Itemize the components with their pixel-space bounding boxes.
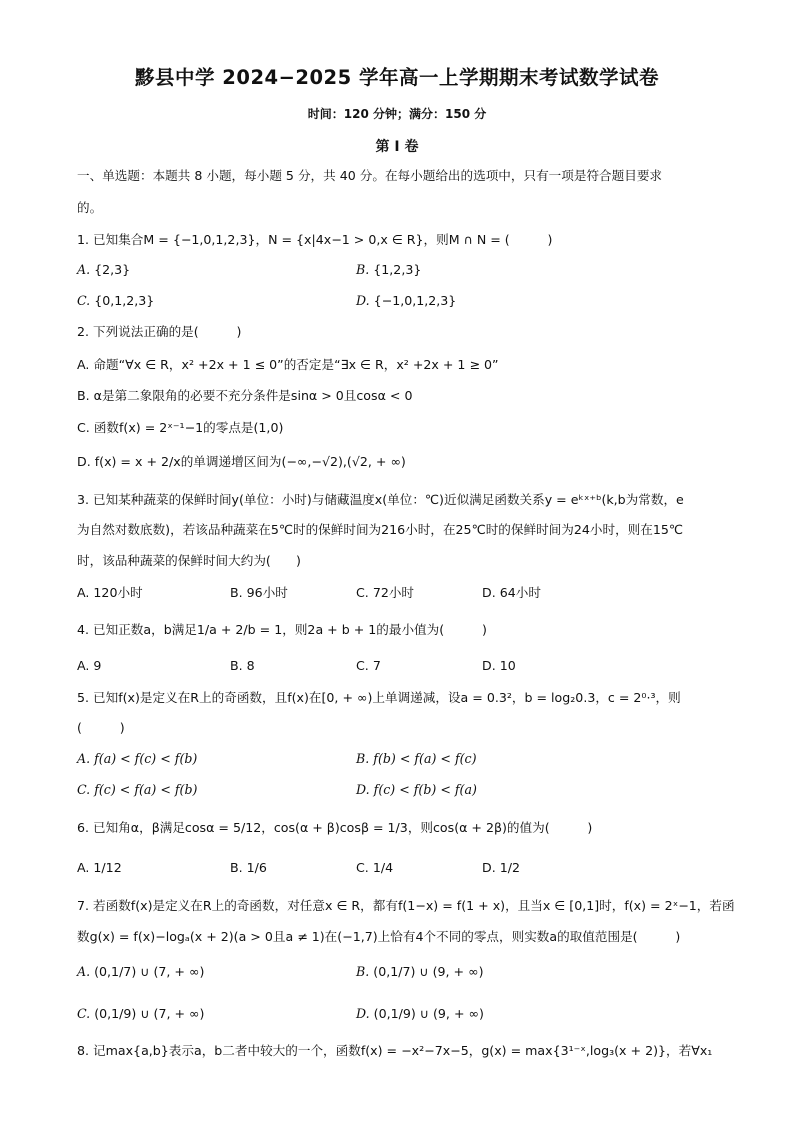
question-7-option-a	[77, 962, 204, 982]
question-7-stem-line-2: 数g(x) = f(x)−logₐ(x + 2)(a > 0且a ≠ 1)在(−1,7)上恰有4个不同的零点，则实数a的取值范围是( )	[77, 929, 681, 944]
question-4-option-d	[482, 656, 516, 676]
question-1-option-c	[77, 291, 154, 311]
option-label: C.	[77, 782, 91, 797]
question-5-stem-line-1: 5. 已知f(x)是定义在R上的奇函数，且f(x)在[0, + ∞)上单调递减，设a = 0.3²，b = log₂0.3，c = 2⁰·³，则	[77, 690, 681, 705]
option-text: 96小时	[246, 585, 288, 600]
option-text: 9	[93, 658, 102, 673]
option-label: B.	[230, 585, 243, 600]
option-text: (0,1/7) ∪ (9, + ∞)	[373, 964, 484, 979]
option-text: {1,2,3}	[373, 262, 422, 277]
option-text: 命题“∀x ∈ R，x² +2x + 1 ≤ 0”的否定是“∃x ∈ R，x² +2x + 1 ≥ 0”	[93, 357, 499, 372]
option-text: 1/4	[372, 860, 394, 875]
question-4-option-a	[77, 656, 101, 676]
option-label: B.	[356, 262, 370, 277]
question-5-stem-line-2: ( )	[77, 720, 125, 735]
option-label: D.	[356, 1006, 370, 1021]
question-3-option-b	[230, 583, 288, 603]
option-label: A.	[77, 860, 90, 875]
option-text: {−1,0,1,2,3}	[373, 293, 457, 308]
option-text: 1/2	[499, 860, 520, 875]
option-label: D.	[356, 782, 370, 797]
option-text: {2,3}	[94, 262, 131, 277]
question-2-stem: 2. 下列说法正确的是( )	[77, 324, 242, 339]
page-title: 黟县中学 2024−2025 学年高一上学期期末考试数学试卷	[135, 66, 659, 89]
option-text: f(a) < f(c) < f(b)	[94, 751, 198, 766]
option-label: C.	[77, 1006, 91, 1021]
question-4-stem: 4. 已知正数a，b满足1/a + 2/b = 1，则2a + b + 1的最小值为( )	[77, 622, 487, 637]
option-label: C.	[356, 860, 369, 875]
option-text: f(b) < f(a) < f(c)	[373, 751, 477, 766]
option-label: D.	[482, 585, 496, 600]
option-text: 64小时	[499, 585, 541, 600]
option-label: D.	[356, 293, 370, 308]
option-text: 8	[246, 658, 255, 673]
option-text: 1/12	[93, 860, 122, 875]
option-label: D.	[482, 658, 496, 673]
question-5-option-d	[356, 780, 477, 800]
question-8-stem: 8. 记max{a,b}表示a，b二者中较大的一个，函数f(x) = −x²−7x−5，g(x) = max{3¹⁻ˣ,log₃(x + 2)}，若∀x₁	[77, 1043, 713, 1058]
option-label: A.	[77, 585, 90, 600]
option-label: C.	[356, 658, 369, 673]
option-text: f(c) < f(a) < f(b)	[94, 782, 198, 797]
question-6-option-a	[77, 858, 122, 878]
option-label: C.	[356, 585, 369, 600]
section-heading: 第 I 卷	[375, 139, 419, 155]
question-1-option-d	[356, 291, 456, 311]
question-5-option-a	[77, 749, 197, 769]
question-2-option-b	[77, 386, 412, 406]
question-3-stem-line-3: 时，该品种蔬菜的保鲜时间大约为( )	[77, 553, 301, 568]
question-6-option-b	[230, 858, 267, 878]
question-7-stem-line-1: 7. 若函数f(x)是定义在R上的奇函数，对任意x ∈ R，都有f(1−x) = f(1 + x)，且当x ∈ [0,1]时，f(x) = 2ˣ−1，若函	[77, 898, 735, 913]
exam-time-info: 时间：120 分钟；满分：150 分	[307, 107, 487, 121]
option-text: 72小时	[372, 585, 415, 600]
option-text: 1/6	[246, 860, 267, 875]
option-text: (0,1/7) ∪ (7, + ∞)	[94, 964, 205, 979]
question-2-option-a	[77, 355, 499, 375]
question-2-option-c	[77, 418, 283, 438]
option-label: D.	[482, 860, 496, 875]
option-label: A.	[77, 751, 91, 766]
question-6-option-d	[482, 858, 520, 878]
option-label: B.	[77, 388, 90, 403]
question-4-option-c	[356, 656, 381, 676]
question-1-option-a	[77, 260, 130, 280]
question-1-stem: 1. 已知集合M = {−1,0,1,2,3}，N = {x|4x−1 > 0,x ∈ R}，则M ∩ N = ( )	[77, 232, 553, 247]
option-text: 函数f(x) = 2ˣ⁻¹−1的零点是(1,0)	[93, 420, 284, 435]
question-3-option-d	[482, 583, 541, 603]
option-label: C.	[77, 293, 91, 308]
option-label: B.	[356, 964, 370, 979]
option-text: (0,1/9) ∪ (7, + ∞)	[94, 1006, 205, 1021]
option-text: 7	[372, 658, 381, 673]
intro-line-1: 一、单选题：本题共 8 小题，每小题 5 分，共 40 分。在每小题给出的选项中，只有一项是符合题目要求	[77, 168, 663, 183]
option-label: A.	[77, 658, 90, 673]
question-3-stem-line-2: 为自然对数底数)，若该品种蔬菜在5℃时的保鲜时间为216小时，在25℃时的保鲜时间为24小时，则在15℃	[77, 522, 684, 537]
question-3-option-a	[77, 583, 143, 603]
question-4-option-b	[230, 656, 255, 676]
question-2-option-d	[77, 452, 406, 472]
question-7-option-b	[356, 962, 484, 982]
option-text: f(c) < f(b) < f(a)	[373, 782, 477, 797]
option-label: C.	[77, 420, 90, 435]
question-6-option-c	[356, 858, 393, 878]
option-text: 120小时	[93, 585, 143, 600]
question-7-option-c	[77, 1004, 204, 1024]
option-text: {0,1,2,3}	[94, 293, 155, 308]
option-text: f(x) = x + 2/x的单调递增区间为(−∞,−√2),(√2, + ∞)	[94, 454, 406, 469]
question-6-stem: 6. 已知角α，β满足cosα = 5/12，cos(α + β)cosβ = 1/3，则cos(α + 2β)的值为( )	[77, 820, 593, 835]
question-1-option-b	[356, 260, 421, 280]
question-3-option-c	[356, 583, 414, 603]
option-text: (0,1/9) ∪ (9, + ∞)	[373, 1006, 484, 1021]
option-label: D.	[77, 454, 91, 469]
option-label: A.	[77, 964, 91, 979]
question-3-stem-line-1: 3. 已知某种蔬菜的保鲜时间y(单位：小时)与储藏温度x(单位：℃)近似满足函数关系y = eᵏˣ⁺ᵇ(k,b为常数，e	[77, 492, 684, 507]
option-label: B.	[356, 751, 370, 766]
option-label: B.	[230, 658, 243, 673]
option-label: A.	[77, 357, 90, 372]
question-5-option-c	[77, 780, 197, 800]
option-label: A.	[77, 262, 91, 277]
intro-line-2: 的。	[77, 200, 103, 215]
option-label: B.	[230, 860, 243, 875]
question-7-option-d	[356, 1004, 484, 1024]
question-5-option-b	[356, 749, 477, 769]
option-text: 10	[499, 658, 516, 673]
option-text: α是第二象限角的必要不充分条件是sinα > 0且cosα < 0	[93, 388, 413, 403]
